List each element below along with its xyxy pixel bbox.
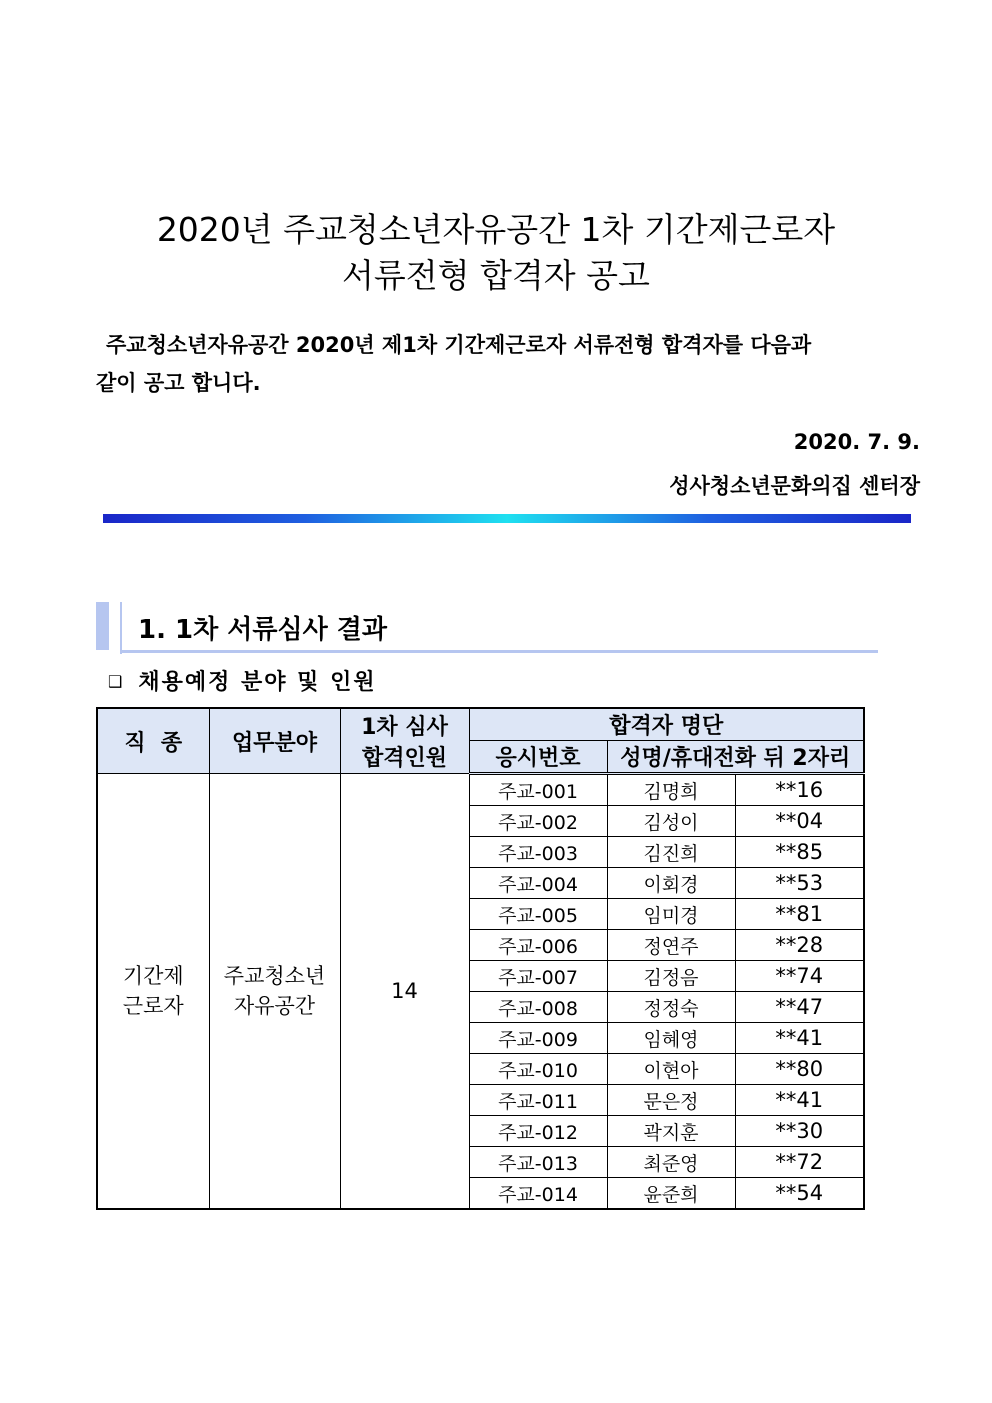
header-passed-count-l2: 합격인원 bbox=[361, 746, 447, 771]
section-title: 1. 1차 서류심사 결과 bbox=[138, 615, 388, 645]
applicant-no-cell: 주교-011 bbox=[469, 1085, 607, 1116]
phone-suffix-cell: **30 bbox=[735, 1116, 864, 1147]
name-cell: 임혜영 bbox=[607, 1023, 735, 1054]
phone-suffix-cell: **41 bbox=[735, 1023, 864, 1054]
field-l1: 주교청소년 bbox=[223, 964, 326, 988]
intro-line2: 같이 공고 합니다. bbox=[96, 371, 261, 395]
results-body bbox=[97, 774, 864, 1210]
applicant-no-cell: 주교-007 bbox=[469, 961, 607, 992]
gradient-divider bbox=[103, 514, 911, 523]
header-passed-count bbox=[340, 708, 469, 774]
applicant-no-cell: 주교-010 bbox=[469, 1054, 607, 1085]
applicant-no-cell: 주교-003 bbox=[469, 837, 607, 868]
field-cell bbox=[209, 774, 340, 1210]
applicant-no-cell: 주교-008 bbox=[469, 992, 607, 1023]
phone-suffix-cell: **81 bbox=[735, 899, 864, 930]
name-cell: 문은정 bbox=[607, 1085, 735, 1116]
name-cell: 정정숙 bbox=[607, 992, 735, 1023]
name-cell: 이현아 bbox=[607, 1054, 735, 1085]
applicant-no-cell: 주교-006 bbox=[469, 930, 607, 961]
header-passed-count-l1: 1차 심사 bbox=[361, 715, 448, 740]
name-cell: 윤준희 bbox=[607, 1178, 735, 1210]
phone-suffix-cell: **28 bbox=[735, 930, 864, 961]
applicant-no-cell: 주교-004 bbox=[469, 868, 607, 899]
header-name-phone: 성명/휴대전화 뒤 2자리 bbox=[607, 741, 864, 774]
intro-line1: 주교청소년자유공간 2020년 제1차 기간제근로자 서류전형 합격자를 다음과 bbox=[106, 333, 812, 357]
signer: 성사청소년문화의집 센터장 bbox=[669, 474, 920, 498]
document-title-line1: 2020년 주교청소년자유공간 1차 기간제근로자 bbox=[156, 210, 836, 249]
applicant-no-cell: 주교-014 bbox=[469, 1178, 607, 1210]
checkbox-bullet-icon: ❑ bbox=[108, 672, 125, 691]
section-line-horizontal bbox=[120, 650, 878, 653]
name-cell: 정연주 bbox=[607, 930, 735, 961]
job-type-l1: 기간제 bbox=[122, 964, 184, 988]
applicant-no-cell: 주교-012 bbox=[469, 1116, 607, 1147]
name-cell: 최준영 bbox=[607, 1147, 735, 1178]
section-marker bbox=[96, 602, 109, 650]
header-passer-list: 합격자 명단 bbox=[469, 708, 864, 741]
header-job-type: 직 종 bbox=[97, 708, 209, 774]
document-title-line2: 서류전형 합격자 공고 bbox=[342, 256, 650, 295]
phone-suffix-cell: **72 bbox=[735, 1147, 864, 1178]
table-row bbox=[97, 774, 864, 806]
results-table bbox=[96, 707, 865, 1210]
name-cell: 김정음 bbox=[607, 961, 735, 992]
header-applicant-no: 응시번호 bbox=[469, 741, 607, 774]
phone-suffix-cell: **74 bbox=[735, 961, 864, 992]
intro-paragraph bbox=[96, 326, 886, 402]
applicant-no-cell: 주교-005 bbox=[469, 899, 607, 930]
job-type-l2: 근로자 bbox=[122, 994, 184, 1018]
subtitle-text: 채용예정 분야 및 인원 bbox=[138, 670, 377, 695]
applicant-no-cell: 주교-001 bbox=[469, 774, 607, 806]
name-cell: 임미경 bbox=[607, 899, 735, 930]
applicant-no-cell: 주교-009 bbox=[469, 1023, 607, 1054]
phone-suffix-cell: **80 bbox=[735, 1054, 864, 1085]
phone-suffix-cell: **16 bbox=[735, 774, 864, 806]
header-field: 업무분야 bbox=[209, 708, 340, 774]
phone-suffix-cell: **54 bbox=[735, 1178, 864, 1210]
phone-suffix-cell: **53 bbox=[735, 868, 864, 899]
passed-count-cell: 14 bbox=[340, 774, 469, 1210]
section-subtitle bbox=[108, 665, 377, 696]
field-l2: 자유공간 bbox=[233, 994, 316, 1018]
job-type-cell bbox=[97, 774, 209, 1210]
phone-suffix-cell: **47 bbox=[735, 992, 864, 1023]
applicant-no-cell: 주교-002 bbox=[469, 806, 607, 837]
phone-suffix-cell: **41 bbox=[735, 1085, 864, 1116]
phone-suffix-cell: **85 bbox=[735, 837, 864, 868]
name-cell: 김진희 bbox=[607, 837, 735, 868]
name-cell: 이회경 bbox=[607, 868, 735, 899]
name-cell: 김성이 bbox=[607, 806, 735, 837]
name-cell: 곽지훈 bbox=[607, 1116, 735, 1147]
name-cell: 김명희 bbox=[607, 774, 735, 806]
phone-suffix-cell: **04 bbox=[735, 806, 864, 837]
announcement-date: 2020. 7. 9. bbox=[793, 430, 920, 454]
applicant-no-cell: 주교-013 bbox=[469, 1147, 607, 1178]
section-line-vertical bbox=[120, 602, 122, 654]
